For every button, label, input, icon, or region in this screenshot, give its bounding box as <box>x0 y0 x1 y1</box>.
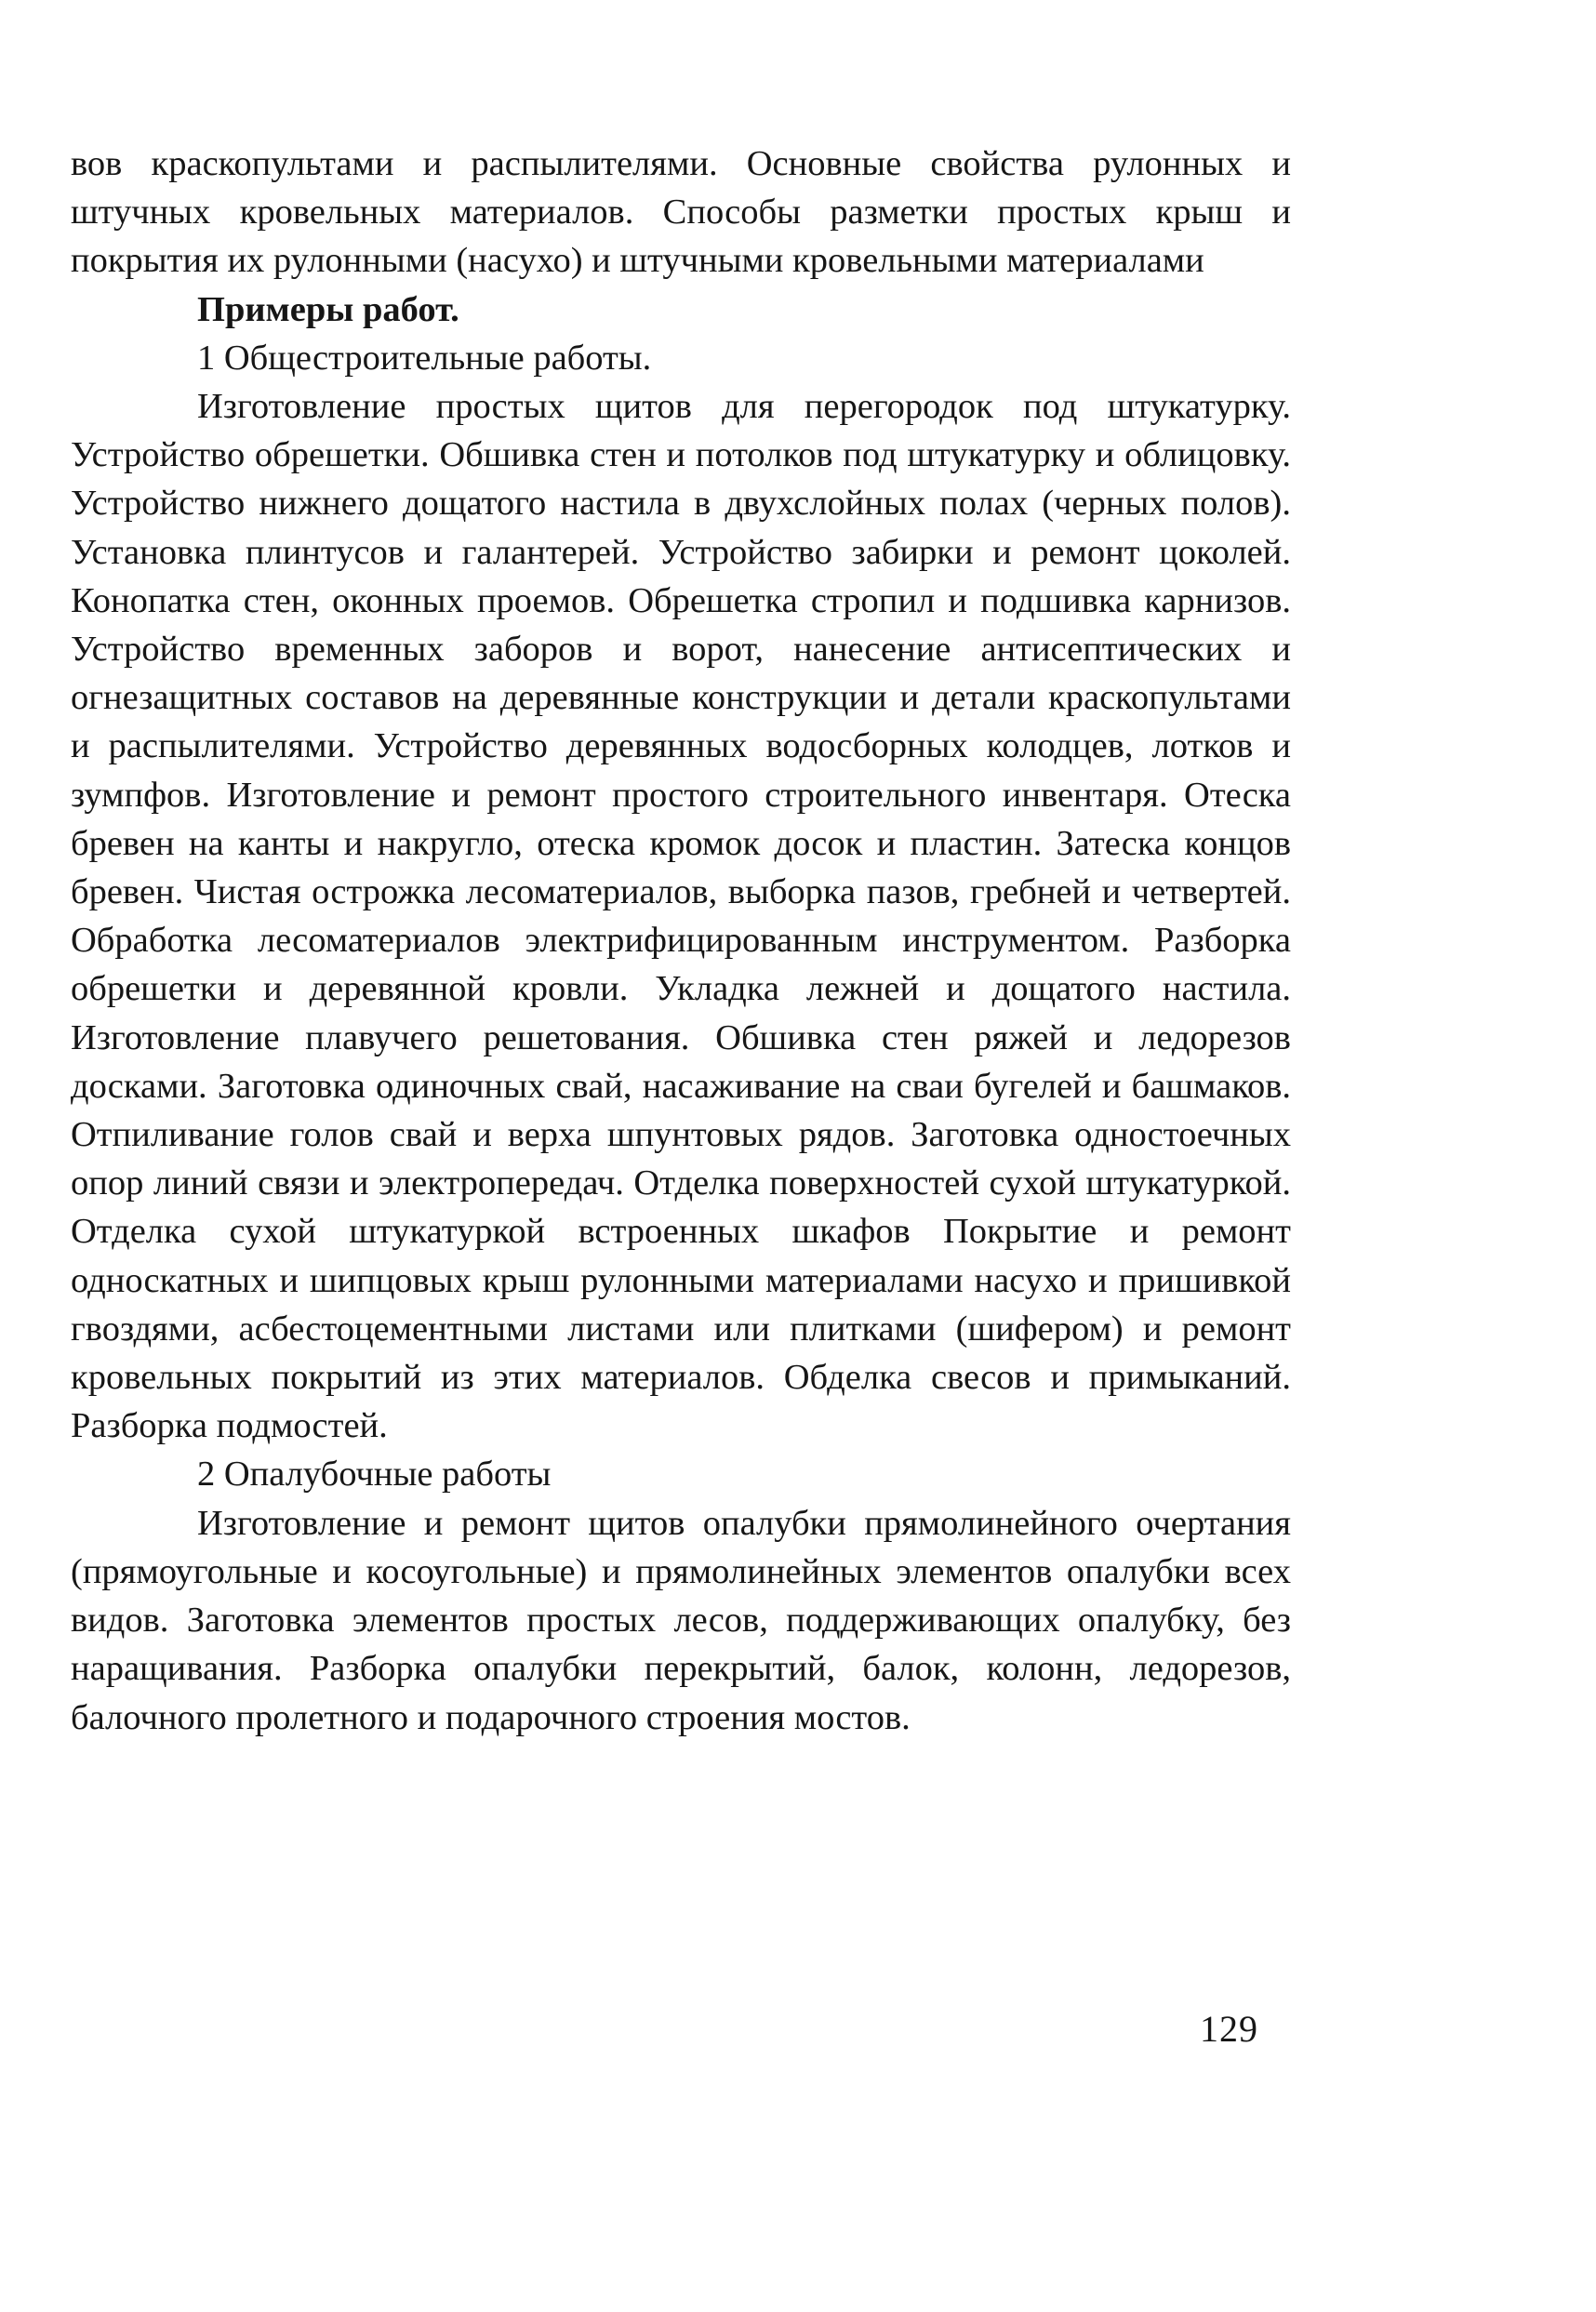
section1-paragraph: Изготовление простых щитов для перегородок под штукатурку. Устройство обрешетки. Обшивка стен и потолков под штукатурку и облицовку. Устройство нижнего дощатого настила в двухслойных полах (черных полов). Установка плинтусов и галантерей. Устройство забирки и ремонт цоколей. Конопатка стен, оконных проемов. Обрешетка стропил и подшивка карнизов. Устройство временных заборов и ворот, нанесение антисептических и огнезащитных составов на деревянные конструкции и детали краскопультами и распылителями. Устройство деревянных водосборных колодцев, лотков и зумпфов. Изготовление и ремонт простого строительного инвентаря. Отеска бревен на канты и накругло, отеска кромок досок и пластин. Затеска концов бревен. Чистая острожка лесоматериалов, выборка пазов, гребней и четвертей. Обработка лесоматериалов электрифицированным инструментом. Разборка обрешетки и деревянной кровли. Укладка лежней и дощатого настила. Изготовление плавучего решетования. Обшивка стен ряжей и ледорезов досками. Заготовка одиночных свай, насаживание на сваи бугелей и башмаков. Отпиливание голов свай и верха шпунтовых рядов. Заготовка одностоечных опор линий связи и электропередач. Отделка поверхностей сухой штукатуркой. Отделка сухой штукатуркой встроенных шкафов Покрытие и ремонт односкатных и шипцовых крыш рулонными материалами насухо и пришивкой гвоздями, асбестоцементными листами или плитками (шифером) и ремонт кровельных покрытий из этих материалов. Обделка свесов и примыканий. Разборка подмостей. <box>71 387 1291 1446</box>
examples-heading: Примеры работ. <box>197 289 459 329</box>
intro-paragraph: вов краскопультами и распылителями. Основные свойства рулонных и штучных кровельных материалов. Способы разметки простых крыш и покрытия их рулонными (насухо) и штучными кровельными материалами <box>71 144 1291 281</box>
body-text <box>71 140 1291 1742</box>
section2-title: 2 Опалубочные работы <box>197 1455 552 1495</box>
section1-title: 1 Общестроительные работы. <box>197 338 652 378</box>
page-number: 129 <box>1200 2008 1258 2050</box>
section2-paragraph: Изготовление и ремонт щитов опалубки прямолинейного очертания (прямоугольные и косоугольные) и прямолинейных элементов опалубки всех видов. Заготовка элементов простых лесов, поддерживающих опалубку, без наращивания. Разборка опалубки перекрытий, балок, колонн, ледорезов, балочного пролетного и подарочного строения мостов. <box>71 1503 1291 1737</box>
